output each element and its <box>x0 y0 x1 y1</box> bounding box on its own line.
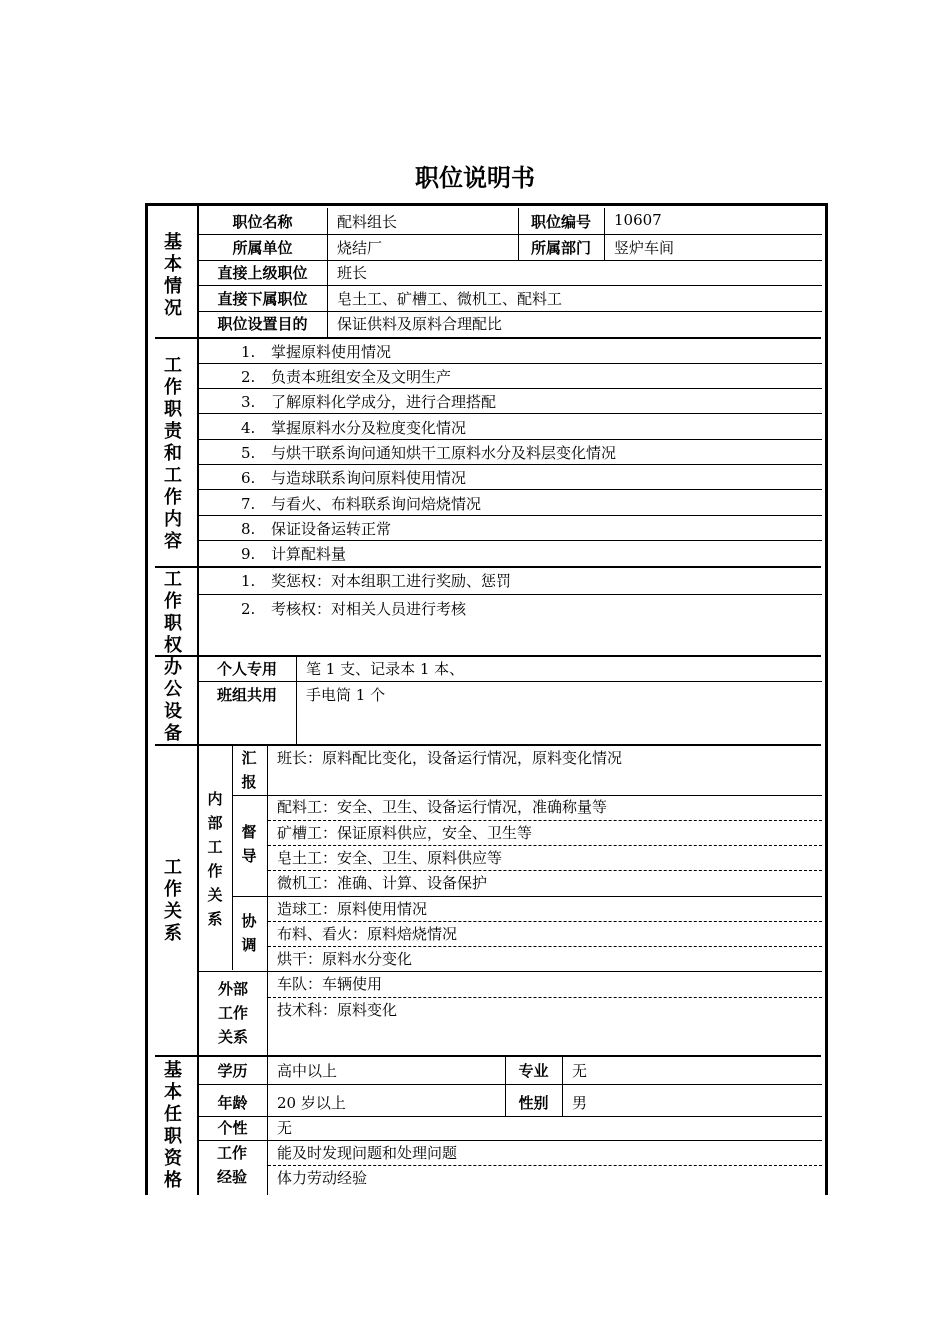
row-line <box>198 439 822 440</box>
purpose-label: 职位设置目的 <box>217 315 308 333</box>
education-label: 学历 <box>217 1062 248 1080</box>
gender-label: 性别 <box>518 1094 549 1112</box>
coordinate-label: 协调 <box>241 912 257 954</box>
duty-item: 6. 与造球联系询问原料使用情况 <box>241 469 467 487</box>
section-label-qualifications: 基本任职资格 <box>164 1060 182 1191</box>
experience-item: 体力劳动经验 <box>277 1169 368 1187</box>
row-line <box>198 413 822 414</box>
coordinate-item: 造球工：原料使用情况 <box>277 900 428 918</box>
external-item: 车队：车辆使用 <box>277 975 383 993</box>
unit-label: 所属单位 <box>232 239 293 257</box>
row-line <box>198 311 822 312</box>
supervise-item: 皂土工：安全、卫生、原料供应等 <box>277 849 503 867</box>
section-label-equipment: 办公设备 <box>164 657 182 744</box>
row-line <box>198 1140 822 1141</box>
section-divider <box>155 337 821 339</box>
personal-label: 个人专用 <box>216 660 277 678</box>
row-line <box>198 540 822 541</box>
section-label-basic-info: 基本情况 <box>164 232 182 319</box>
duty-item: 1. 掌握原料使用情况 <box>241 343 392 361</box>
dashed-line <box>268 946 822 947</box>
position-name-value: 配料组长 <box>337 213 398 231</box>
section-label-relations: 工作关系 <box>164 857 182 944</box>
supervise-item: 微机工：准确、计算、设备保护 <box>277 874 488 892</box>
row-line <box>198 260 822 261</box>
dashed-line <box>268 997 822 998</box>
section-divider <box>155 655 821 657</box>
dashed-line <box>268 921 822 922</box>
section-label-authority: 工作职权 <box>164 569 182 656</box>
authority-item: 1. 奖惩权：对本组职工进行奖励、惩罚 <box>241 572 512 590</box>
supervise-label: 督导 <box>241 823 257 865</box>
section-divider <box>155 566 821 568</box>
row-line <box>198 388 822 389</box>
supervise-item: 矿槽工：保证原料供应，安全、卫生等 <box>277 824 533 842</box>
dashed-line <box>268 1165 822 1166</box>
page-title: 职位说明书 <box>415 164 535 192</box>
purpose-value: 保证供料及原料合理配比 <box>337 315 503 333</box>
personality-value: 无 <box>277 1119 293 1137</box>
major-value: 无 <box>572 1062 588 1080</box>
row-line <box>198 971 822 972</box>
dept-label: 所属部门 <box>530 239 591 257</box>
position-code-label: 职位编号 <box>530 213 591 231</box>
duty-item: 8. 保证设备运转正常 <box>241 520 392 538</box>
dept-value: 竖炉车间 <box>614 239 675 257</box>
col-line <box>267 1057 268 1195</box>
experience-label: 工作经验 <box>216 1144 247 1186</box>
row-line <box>232 896 822 897</box>
col-line <box>604 208 605 260</box>
major-label: 专业 <box>518 1062 549 1080</box>
authority-item: 2. 考核权：对相关人员进行考核 <box>241 600 467 618</box>
col-line <box>296 657 297 744</box>
section-divider <box>155 1055 821 1057</box>
coordinate-item: 布料、看火：原料焙烧情况 <box>277 925 458 943</box>
external-relations-label: 外部工作关系 <box>217 980 248 1046</box>
education-value: 高中以上 <box>277 1062 338 1080</box>
row-line <box>198 464 822 465</box>
duty-item: 7. 与看火、布料联系询问焙烧情况 <box>241 495 482 513</box>
col-line <box>562 1057 563 1117</box>
gender-value: 男 <box>572 1094 588 1112</box>
duty-item: 9. 计算配料量 <box>241 545 347 563</box>
col-line <box>327 208 328 337</box>
row-line <box>198 515 822 516</box>
duty-item: 4. 掌握原料水分及粒度变化情况 <box>241 419 467 437</box>
dashed-line <box>268 845 822 846</box>
personality-label: 个性 <box>217 1119 248 1137</box>
col-line <box>232 746 233 970</box>
age-label: 年龄 <box>217 1094 248 1112</box>
age-value: 20 岁以上 <box>277 1094 346 1112</box>
experience-item: 能及时发现问题和处理问题 <box>277 1144 458 1162</box>
unit-value: 烧结厂 <box>337 239 383 257</box>
row-line <box>198 285 822 286</box>
row-line <box>198 489 822 490</box>
row-line <box>198 594 822 595</box>
shared-label: 班组共用 <box>216 686 277 704</box>
position-name-label: 职位名称 <box>232 213 293 231</box>
position-code-value: 10607 <box>614 211 662 229</box>
supervise-item: 配料工：安全、卫生、设备运行情况，准确称量等 <box>277 798 608 816</box>
report-label: 汇报 <box>241 749 257 791</box>
subordinate-label: 直接下属职位 <box>217 290 308 308</box>
report-item: 班长：原料配比变化，设备运行情况，原料变化情况 <box>277 749 623 767</box>
col-line <box>267 746 268 1055</box>
subordinate-value: 皂土工、矿槽工、微机工、配料工 <box>337 290 563 308</box>
duty-item: 3. 了解原料化学成分，进行合理搭配 <box>241 393 497 411</box>
row-line <box>198 363 822 364</box>
row-line <box>198 681 822 682</box>
row-line <box>198 1084 822 1085</box>
duty-item: 2. 负责本班组安全及文明生产 <box>241 368 452 386</box>
duty-item: 5. 与烘干联系询问通知烘干工原料水分及料层变化情况 <box>241 444 617 462</box>
section-label-duties: 工作职责和工作内容 <box>164 355 182 552</box>
personal-value: 笔 1 支、记录本 1 本、 <box>306 660 465 678</box>
internal-relations-label: 内部工作关系 <box>207 790 223 928</box>
shared-value: 手电筒 1 个 <box>306 686 386 704</box>
row-line <box>198 234 822 235</box>
dashed-line <box>268 820 822 821</box>
dashed-line <box>268 870 822 871</box>
coordinate-item: 烘干：原料水分变化 <box>277 950 413 968</box>
superior-value: 班长 <box>337 264 368 282</box>
superior-label: 直接上级职位 <box>217 264 308 282</box>
external-item: 技术科：原料变化 <box>277 1001 398 1019</box>
